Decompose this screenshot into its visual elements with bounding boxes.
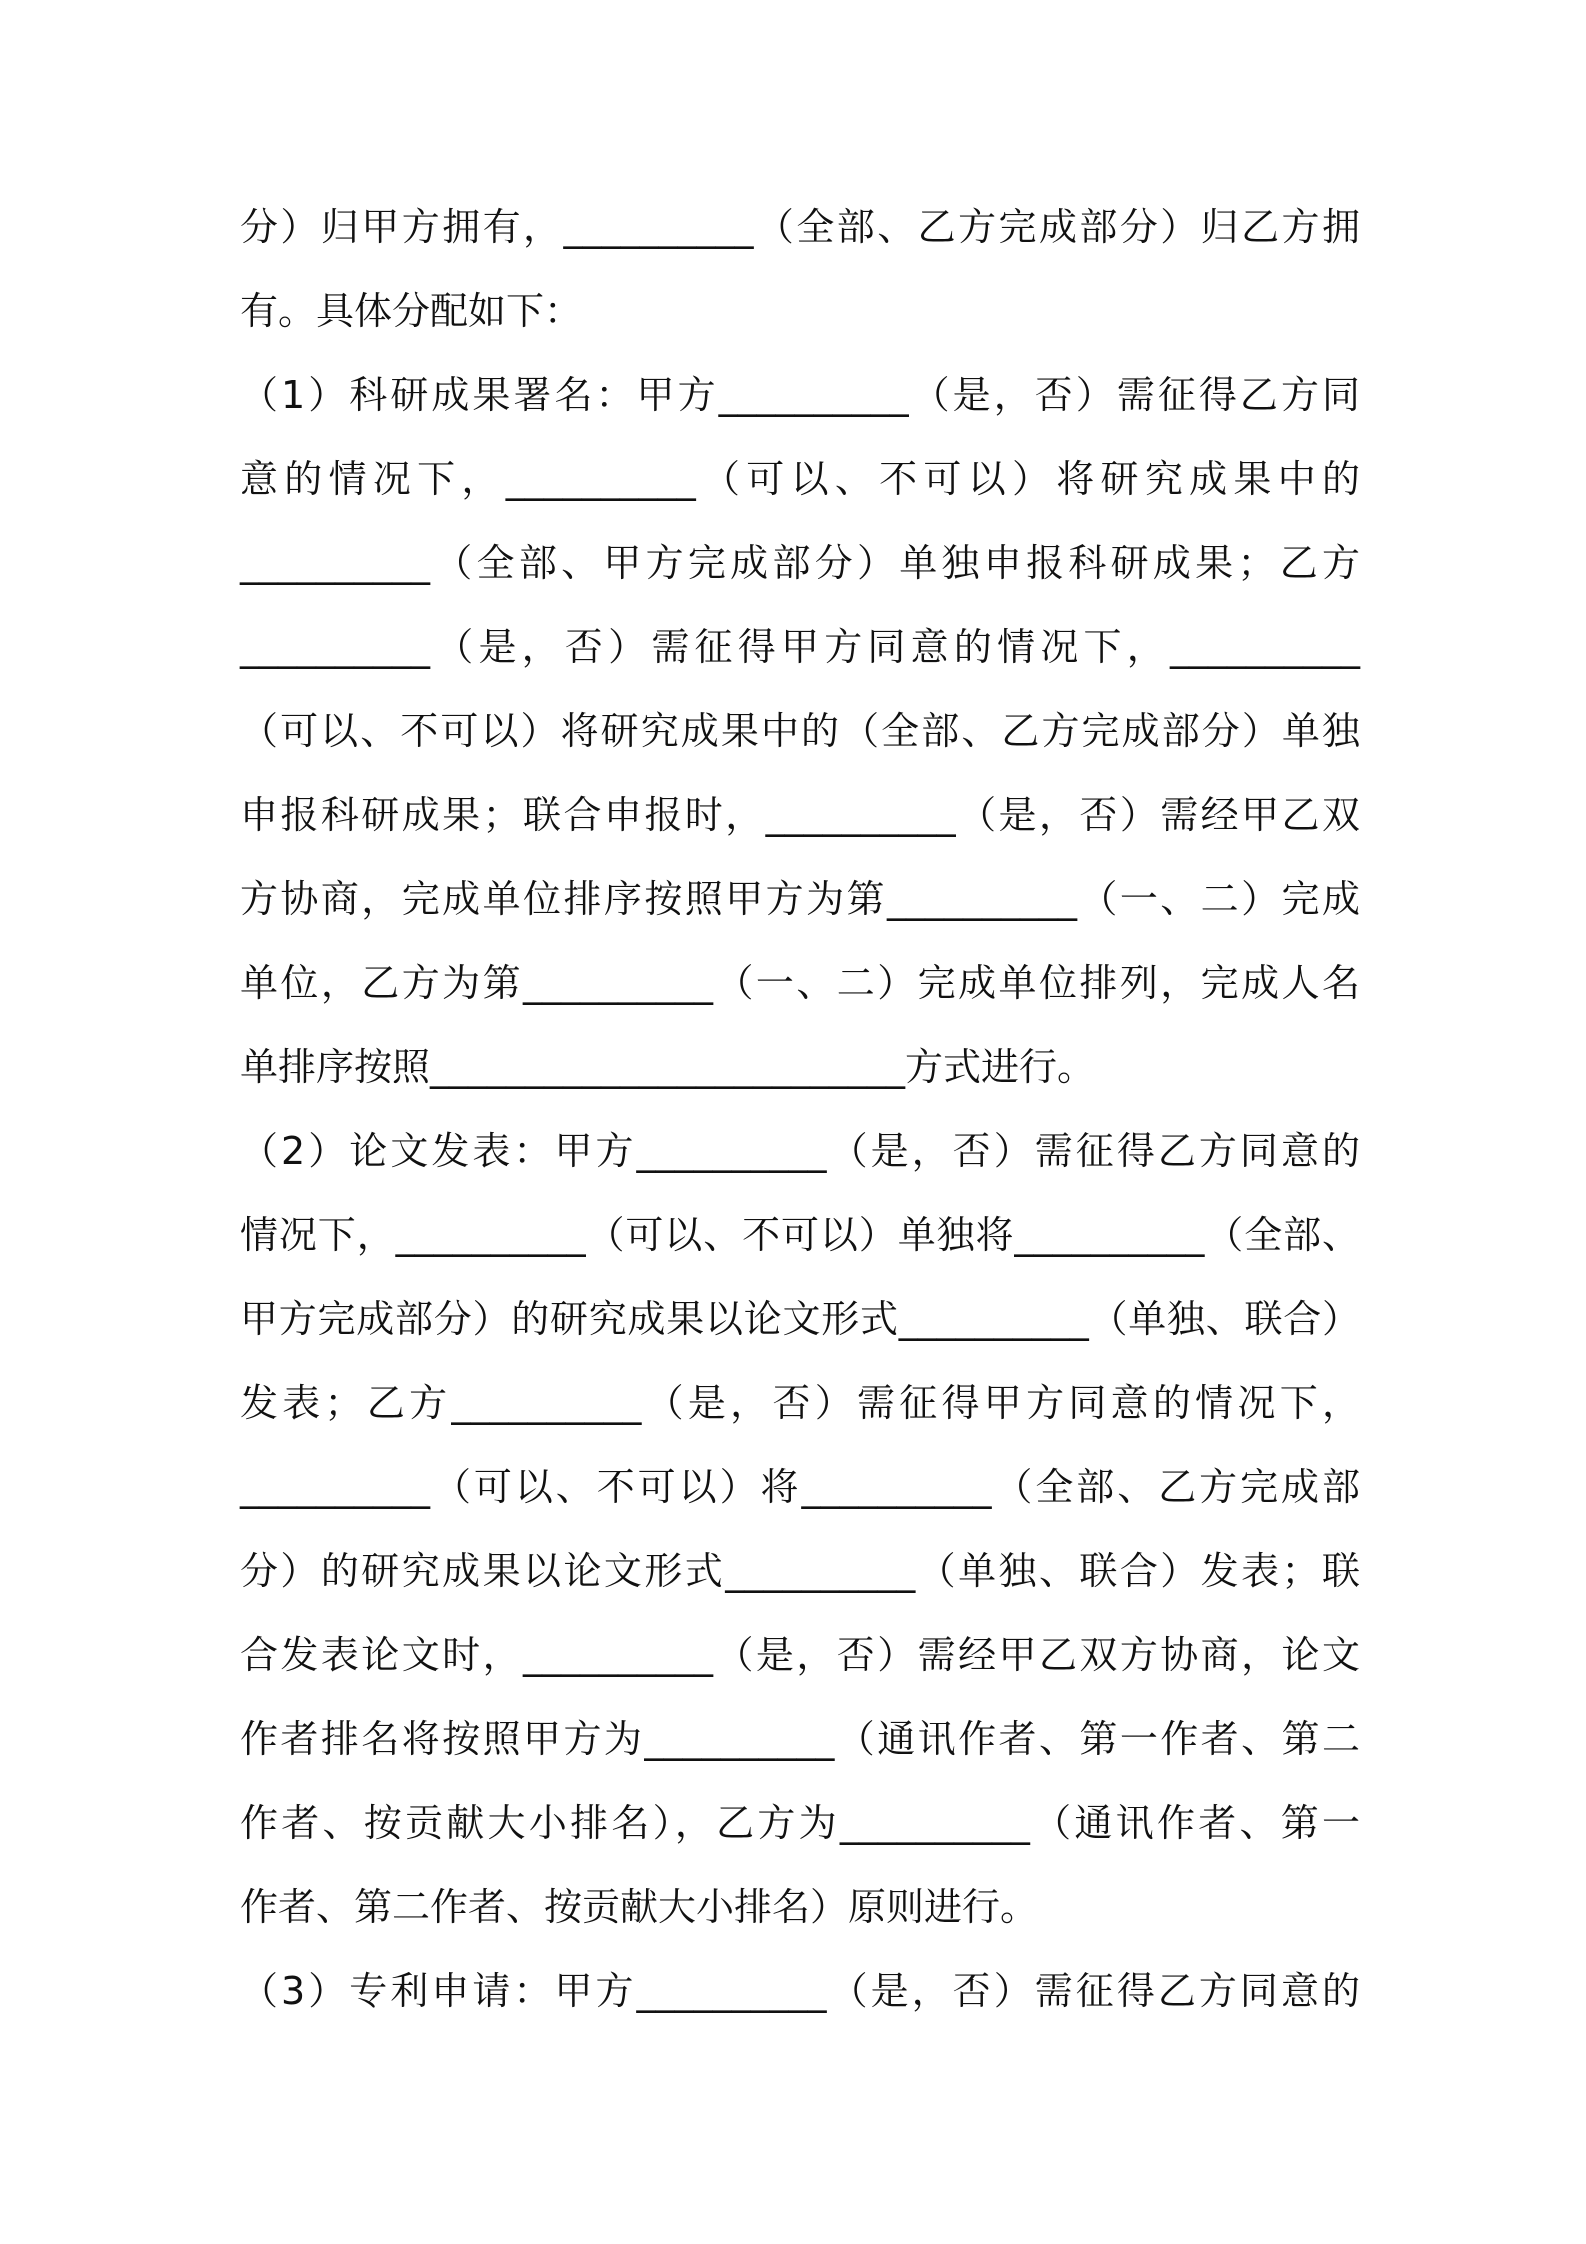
text-line: （2）论文发表：甲方__________（是，否）需征得乙方同意的 xyxy=(240,1129,1360,1173)
text-line: 作者、按贡献大小排名），乙方为__________（通讯作者、第一 xyxy=(240,1801,1360,1845)
text-line: （3）专利申请：甲方__________（是，否）需征得乙方同意的 xyxy=(240,1969,1360,2013)
text-line: 合发表论文时，__________（是，否）需经甲乙双方协商，论文 xyxy=(240,1633,1360,1677)
text-line: __________（全部、甲方完成部分）单独申报科研成果；乙方 xyxy=(240,541,1360,585)
text-line: 分）归甲方拥有，__________（全部、乙方完成部分）归乙方拥 xyxy=(240,205,1360,249)
text-line: 甲方完成部分）的研究成果以论文形式__________（单独、联合） xyxy=(240,1297,1360,1341)
text-line: 分）的研究成果以论文形式__________（单独、联合）发表；联 xyxy=(240,1549,1360,1593)
text-line: 申报科研成果；联合申报时，__________（是，否）需经甲乙双 xyxy=(240,793,1360,837)
text-line: 发表；乙方__________（是，否）需征得甲方同意的情况下， xyxy=(240,1381,1360,1425)
text-line: __________（是，否）需征得甲方同意的情况下，__________ xyxy=(240,625,1360,669)
text-line: 作者排名将按照甲方为__________（通讯作者、第一作者、第二 xyxy=(240,1717,1360,1761)
text-line: （1）科研成果署名：甲方__________（是，否）需征得乙方同 xyxy=(240,373,1360,417)
text-line: __________（可以、不可以）将__________（全部、乙方完成部 xyxy=(240,1465,1360,1509)
text-line: （可以、不可以）将研究成果中的（全部、乙方完成部分）单独 xyxy=(240,709,1360,753)
text-line: 单排序按照_________________________方式进行。 xyxy=(240,1045,1096,1089)
text-line: 单位，乙方为第__________（一、二）完成单位排列，完成人名 xyxy=(240,961,1360,1005)
text-line: 意的情况下，__________（可以、不可以）将研究成果中的 xyxy=(240,457,1360,501)
text-line: 有。具体分配如下： xyxy=(240,289,583,333)
text-line: 作者、第二作者、按贡献大小排名）原则进行。 xyxy=(240,1885,1039,1929)
text-line: 方协商，完成单位排序按照甲方为第__________（一、二）完成 xyxy=(240,877,1360,921)
text-line: 情况下，__________（可以、不可以）单独将__________（全部、 xyxy=(240,1213,1360,1257)
